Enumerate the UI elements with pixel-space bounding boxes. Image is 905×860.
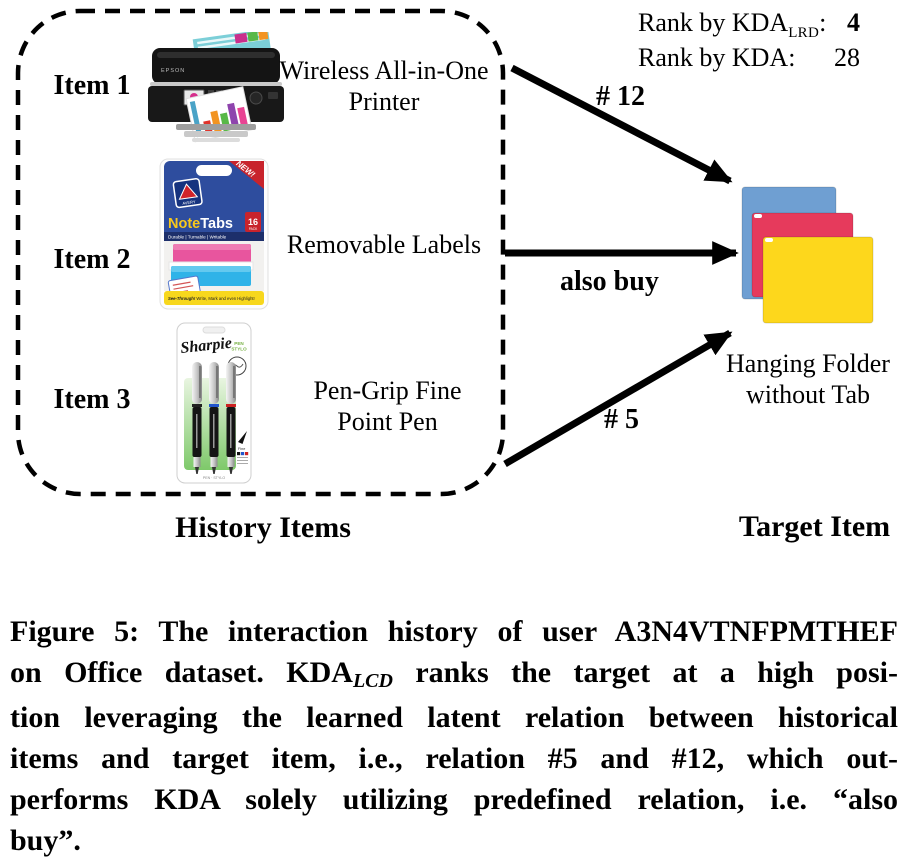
svg-text:PEN: PEN: [234, 341, 244, 346]
folder-front: [763, 237, 873, 323]
relation-12-label: # 12: [596, 81, 645, 112]
item-1-name: Wireless All-in-One Printer: [279, 56, 489, 117]
rank-panel: [638, 8, 860, 78]
relation-arrow-5-icon: [505, 333, 730, 464]
notetabs-footer: See-Through! Write, Mark and even Highlight!: [168, 296, 255, 301]
hang-slot: [203, 327, 225, 333]
pens: [192, 362, 236, 474]
caption-line: performs KDA solely utilizing predefined relation, i.e. “also: [10, 783, 898, 816]
notetabs-wordmark: NoteTabs: [168, 216, 234, 232]
relation-also-buy-label: also buy: [560, 266, 659, 297]
avery-logo: [173, 178, 202, 207]
notetabs-tagline: Durable | Turnable | Writable: [168, 234, 227, 240]
item-1-label: Item 1: [53, 70, 131, 101]
rank-kda-lrd-value: 4: [847, 8, 860, 37]
pen-product-image: [176, 322, 252, 484]
printer-brand-text: EPSON: [161, 68, 186, 74]
rank-row-kda-lrd: [638, 8, 860, 41]
target-item-label: Target Item: [738, 510, 891, 543]
svg-text:PACK: PACK: [248, 227, 258, 231]
new-badge-text: NEW!: [234, 158, 257, 180]
figure-caption: [10, 611, 898, 860]
hanging-folders-image: [740, 184, 880, 326]
target-item-name: Hanging Folder without Tab: [726, 349, 890, 410]
item-3-label: Item 3: [53, 384, 131, 415]
svg-text:AVERY: AVERY: [182, 199, 196, 206]
removable-labels-product-image: [159, 158, 269, 310]
rank-kda-label: Rank by KDA:: [638, 43, 796, 72]
pack-count: 16: [247, 217, 259, 227]
item-2-name: Removable Labels: [286, 230, 482, 259]
svg-text:PEN · STYLO: PEN · STYLO: [202, 476, 226, 480]
svg-text:Fine: Fine: [238, 447, 246, 451]
rank-row-kda: [638, 43, 860, 73]
caption-line: items and target item, i.e., relation #5 and #12, which out-: [10, 742, 898, 775]
rank-kda-value: 28: [834, 43, 860, 72]
item-2-label: Item 2: [53, 244, 131, 275]
caption-line: buy”.: [10, 824, 81, 857]
rank-kda-lrd-label: Rank by $KDA_{LRD}$:: [638, 8, 827, 41]
sharpie-wordmark: Sharpie: [179, 334, 233, 357]
history-items-label: History Items: [175, 511, 351, 544]
svg-text:STYLO: STYLO: [231, 346, 247, 352]
relation-5-label: # 5: [604, 404, 639, 435]
printer-product-image: [140, 32, 292, 144]
caption-line: tion leveraging the learned latent relation between historical: [10, 701, 898, 734]
caption-line: on Office dataset. KDALCD ranks the target at a high posi-: [10, 656, 898, 692]
caption-line: Figure 5: The interaction history of user A3N4VTNFPMTHEF: [10, 615, 898, 648]
item-3-name: Pen-Grip Fine Point Pen: [313, 376, 462, 437]
hang-hole: [196, 165, 232, 176]
